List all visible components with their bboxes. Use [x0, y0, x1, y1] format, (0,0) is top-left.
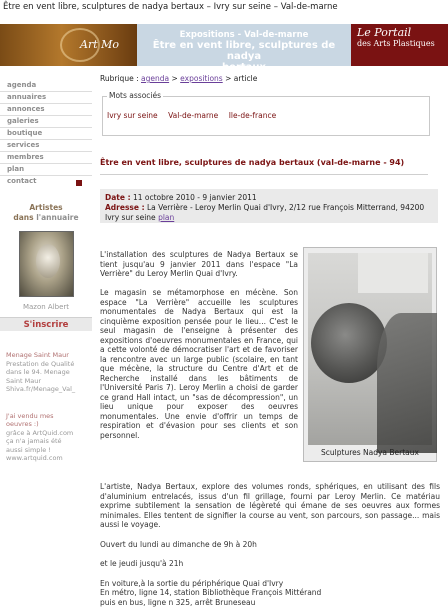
- breadcrumb-sep: >: [171, 74, 177, 83]
- breadcrumb-expositions-link[interactable]: expositions: [180, 74, 223, 83]
- plan-link[interactable]: plan: [158, 213, 174, 222]
- mots-associes-box: [102, 96, 430, 136]
- ad-artquid[interactable]: [0, 412, 92, 463]
- artist-name[interactable]: Mazon Albert: [0, 303, 92, 311]
- article-body: [100, 482, 440, 607]
- nav-services[interactable]: services: [0, 139, 92, 151]
- adresse-value: La Verrière - Leroy Merlin Quai d'Ivry, 2/12 rue François Mitterrand, 94200 Ivry sur seine: [105, 203, 424, 222]
- artistes-sub2: l'annuaire: [36, 213, 78, 222]
- ad-menage-line: Prestation de Qualité: [6, 360, 92, 369]
- artist-portrait[interactable]: [19, 231, 74, 297]
- breadcrumb-prefix: Rubrique :: [100, 74, 139, 83]
- hours-line: et le jeudi jusqu'à 21h: [100, 559, 440, 569]
- sidebar: [0, 80, 92, 463]
- intro-paragraph: L'installation des sculptures de Nadya Bertaux se tient jusqu'au 9 janvier 2011 dans l'espace "La Verrière" du Leroy Merlin Quai d'Ivry.: [100, 250, 298, 279]
- photo-caption: Sculptures Nadya Bertaux: [304, 448, 436, 457]
- article-title: Être en vent libre, sculptures de nadya bertaux (val-de-marne - 94): [100, 158, 448, 168]
- breadcrumb-agenda-link[interactable]: agenda: [141, 74, 169, 83]
- ad-menage-line: Saint Maur: [6, 377, 92, 386]
- header-title-line3: bertaux: [137, 62, 351, 73]
- main-content: [100, 74, 448, 223]
- date-value: 11 octobre 2010 - 9 janvier 2011: [133, 193, 257, 202]
- ad-artquid-title: oeuvres :): [6, 420, 92, 429]
- breadcrumb-current: article: [234, 74, 258, 83]
- hours-line: Ouvert du lundi au dimanche de 9h à 20h: [100, 540, 440, 550]
- nav-annuaires[interactable]: annuaires: [0, 91, 92, 103]
- header-title-line2: Être en vent libre, sculptures de nadya: [137, 40, 351, 62]
- breadcrumb-sep: >: [225, 74, 231, 83]
- ad-menage-title: Menage Saint Maur: [6, 351, 92, 360]
- nav-membres[interactable]: membres: [0, 151, 92, 163]
- intro-paragraph: Le magasin se métamorphose en mécène. Son espace "La Verrière" accueille les sculptures monumentales de Nadya Bertaux qui est la cinquième exposition pensée pour le lieu... C'est le seul magasin de l'enseigne à présenter des expositions d'oeuvres monumentales en France, qui a cette volonté de démocratiser l'art et de favoriser la rencontre avec un large public (scolaire, en tant que mécène, la structure du Centre d'Art et de Recherche installé dans les bâtiments de l'Université Paris 7). Leroy Merlin a choisi de garder ce grand Hall intact, un "sas de décompression", un lieu unique pour exposer des oeuvres monumentales. Une envie d'offrir un temps de respiration et d'évasion pour ses clients et son personnel.: [100, 288, 298, 440]
- header-title: [137, 24, 351, 66]
- inscrire-button[interactable]: S'inscrire: [0, 317, 92, 331]
- site-logo[interactable]: [0, 24, 137, 66]
- access-line: En voiture,à la sortie du périphérique Quai d'Ivry: [100, 579, 440, 589]
- access-line: En métro, ligne 14, station Bibliothèque François Mittérand: [100, 588, 440, 598]
- sculpture-photo[interactable]: [308, 253, 432, 445]
- ad-menage-line: dans le 94. Menage: [6, 368, 92, 377]
- artistes-label: Artistes: [0, 203, 92, 213]
- portail-line1: Le Portail: [357, 27, 448, 39]
- ad-artquid-line: ça n'a jamais été: [6, 437, 92, 446]
- ad-artquid-line: aussi simple !: [6, 446, 92, 455]
- header-title-line1: Expositions - Val-de-marne: [137, 30, 351, 40]
- adresse-label: Adresse :: [105, 203, 145, 212]
- portail-logo[interactable]: [351, 24, 448, 66]
- breadcrumb: [100, 74, 448, 85]
- ad-menage[interactable]: [0, 351, 92, 394]
- artistes-sub1: dans: [13, 213, 33, 222]
- ad-artquid-line: grâce à ArtQuid.com: [6, 429, 92, 438]
- nav-plan[interactable]: plan: [0, 163, 92, 175]
- date-label: Date :: [105, 193, 131, 202]
- article-info-box: [100, 189, 438, 223]
- ad-artquid-title: J'ai vendu mes: [6, 412, 92, 421]
- portail-line2: des Arts Plastiques: [357, 39, 448, 49]
- logo-text: Art Mo: [80, 38, 119, 51]
- tag-link[interactable]: Val-de-marne: [168, 111, 218, 120]
- nav-galeries[interactable]: galeries: [0, 115, 92, 127]
- site-header: [0, 24, 448, 66]
- ad-artquid-url: www.artquid.com: [6, 454, 92, 463]
- square-bullet-icon: [76, 180, 82, 186]
- mots-associes-legend: Mots associés: [107, 91, 163, 100]
- title-divider: [100, 174, 428, 175]
- mots-associes-tags: [107, 111, 284, 120]
- access-line: puis en bus, ligne n 325, arrêt Bruneseau: [100, 598, 440, 607]
- nav-agenda[interactable]: agenda: [0, 80, 92, 91]
- tag-link[interactable]: Ivry sur seine: [107, 111, 158, 120]
- window-title: Être en vent libre, sculptures de nadya bertaux – Ivry sur seine – Val-de-marne: [0, 0, 448, 13]
- tag-link[interactable]: Ile-de-france: [229, 111, 277, 120]
- article-intro: [100, 250, 298, 450]
- nav-contact[interactable]: contact: [0, 175, 92, 187]
- ad-menage-url: Shiva.fr/Menage_Val_: [6, 385, 92, 394]
- nav-annonces[interactable]: annonces: [0, 103, 92, 115]
- body-paragraph: L'artiste, Nadya Bertaux, explore des volumes ronds, sphériques, en utilisant des fils d'aluminium entrelacés, issus d'un fil grillage, fourni par Leroy Merlin. Ce matériau exprime subtilement la sensation de légèreté qui émane de ses oeuvres aux formes minimales. Elles tentent de signifier la course au vent, son parcours, son passage... mais aussi le voyage.: [100, 482, 440, 530]
- nav-boutique[interactable]: boutique: [0, 127, 92, 139]
- artistes-heading: [0, 203, 92, 223]
- photo-figure: [303, 247, 437, 462]
